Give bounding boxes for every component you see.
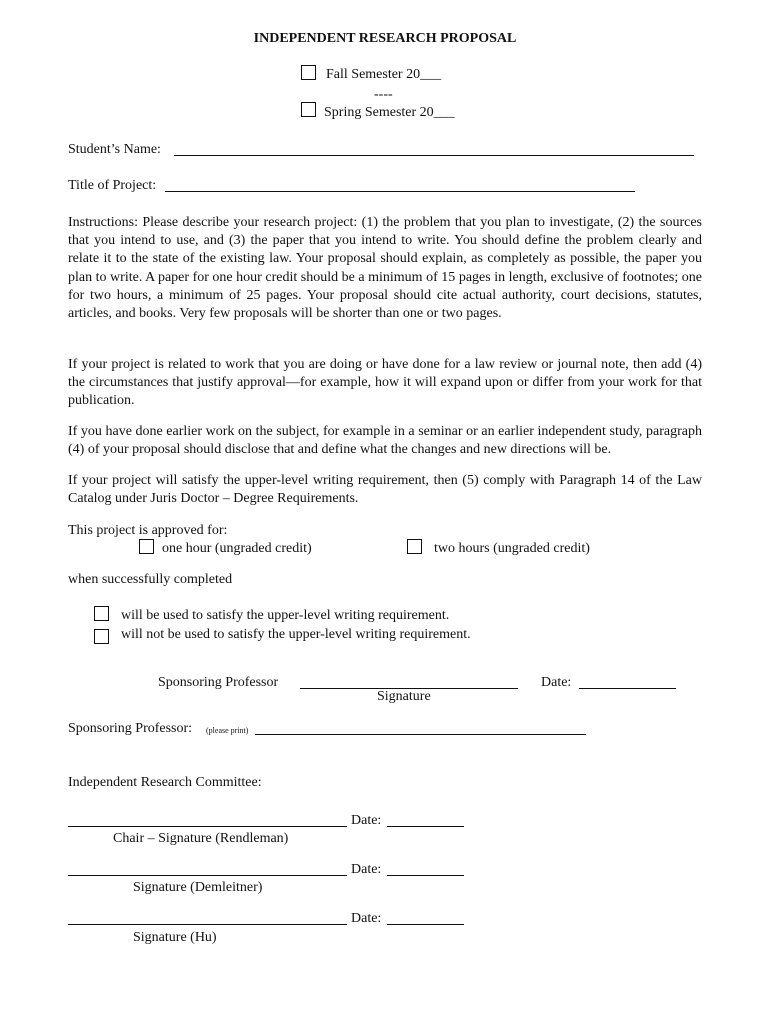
will-satisfy-checkbox[interactable] xyxy=(94,606,109,621)
earlier-work-paragraph: If you have done earlier work on the subject, for example in a seminar or an earlier independent study, paragraph (4) of your proposal should disclose that and define what the changes and new directions will be. xyxy=(68,424,702,458)
semester-separator: ---- xyxy=(374,87,393,102)
demleitner-signature-field[interactable] xyxy=(68,875,347,876)
student-name-field[interactable] xyxy=(174,155,694,156)
hu-date-field[interactable] xyxy=(387,924,464,925)
project-title-label: Title of Project: xyxy=(68,178,157,193)
one-hour-label: one hour (ungraded credit) xyxy=(162,541,312,556)
approval-intro: This project is approved for: xyxy=(68,523,228,538)
sponsor-signature-caption: Signature xyxy=(377,689,431,704)
committee-heading: Independent Research Committee: xyxy=(68,775,262,790)
demleitner-date-field[interactable] xyxy=(387,875,464,876)
spring-semester-label: Spring Semester 20___ xyxy=(324,105,455,120)
project-title-field[interactable] xyxy=(165,191,635,192)
sponsor-print-note: (please print) xyxy=(206,726,249,735)
sponsor-label: Sponsoring Professor xyxy=(158,675,279,690)
sponsor-date-field[interactable] xyxy=(579,688,676,689)
demleitner-signature-caption: Signature (Demleitner) xyxy=(133,880,263,895)
chair-signature-caption: Chair – Signature (Rendleman) xyxy=(113,831,289,846)
two-hours-label: two hours (ungraded credit) xyxy=(434,541,590,556)
will-not-satisfy-label: will not be used to satisfy the upper-level writing requirement. xyxy=(121,627,471,642)
will-satisfy-label: will be used to satisfy the upper-level writing requirement. xyxy=(121,608,450,623)
chair-date-label: Date: xyxy=(351,813,382,828)
chair-signature-field[interactable] xyxy=(68,826,347,827)
law-review-paragraph: If your project is related to work that you are doing or have done for a law review or journal note, then add (4) the circumstances that justify approval—for example, how it will expand upon or differ from your work for that publication. xyxy=(68,357,702,409)
chair-date-field[interactable] xyxy=(387,826,464,827)
student-name-label: Student’s Name: xyxy=(68,142,161,157)
sponsor-print-field[interactable] xyxy=(255,734,586,735)
fall-semester-checkbox[interactable] xyxy=(301,65,316,80)
hu-date-label: Date: xyxy=(351,911,382,926)
fall-semester-label: Fall Semester 20___ xyxy=(326,67,442,82)
hu-signature-caption: Signature (Hu) xyxy=(133,930,217,945)
document-title: INDEPENDENT RESEARCH PROPOSAL xyxy=(253,31,517,46)
writing-requirement-paragraph: If your project will satisfy the upper-level writing requirement, then (5) comply with Paragraph 14 of the Law Catalog under Juris Doctor – Degree Requirements. xyxy=(68,473,702,507)
sponsor-date-label: Date: xyxy=(541,675,572,690)
spring-semester-checkbox[interactable] xyxy=(301,102,316,117)
instructions-paragraph: Instructions: Please describe your research project: (1) the problem that you plan to investigate, (2) the sources that you intend to use, and (3) the paper that you intend to write. You should define the problem clearly and relate it to the state of the existing law. Your proposal should explain, as completely as possible, the paper you plan to write. A paper for one hour credit should be a minimum of 15 pages in length, exclusive of footnotes; one for two hours, a minimum of 25 pages. Your proposal should cite actual authority, court decisions, statutes, articles, and books. Very few proposals will be shorter than one or two pages. xyxy=(68,215,702,322)
sponsor-print-label: Sponsoring Professor: xyxy=(68,721,193,736)
demleitner-date-label: Date: xyxy=(351,862,382,877)
two-hours-checkbox[interactable] xyxy=(407,539,422,554)
one-hour-checkbox[interactable] xyxy=(139,539,154,554)
hu-signature-field[interactable] xyxy=(68,924,347,925)
completion-text: when successfully completed xyxy=(68,572,233,587)
will-not-satisfy-checkbox[interactable] xyxy=(94,629,109,644)
